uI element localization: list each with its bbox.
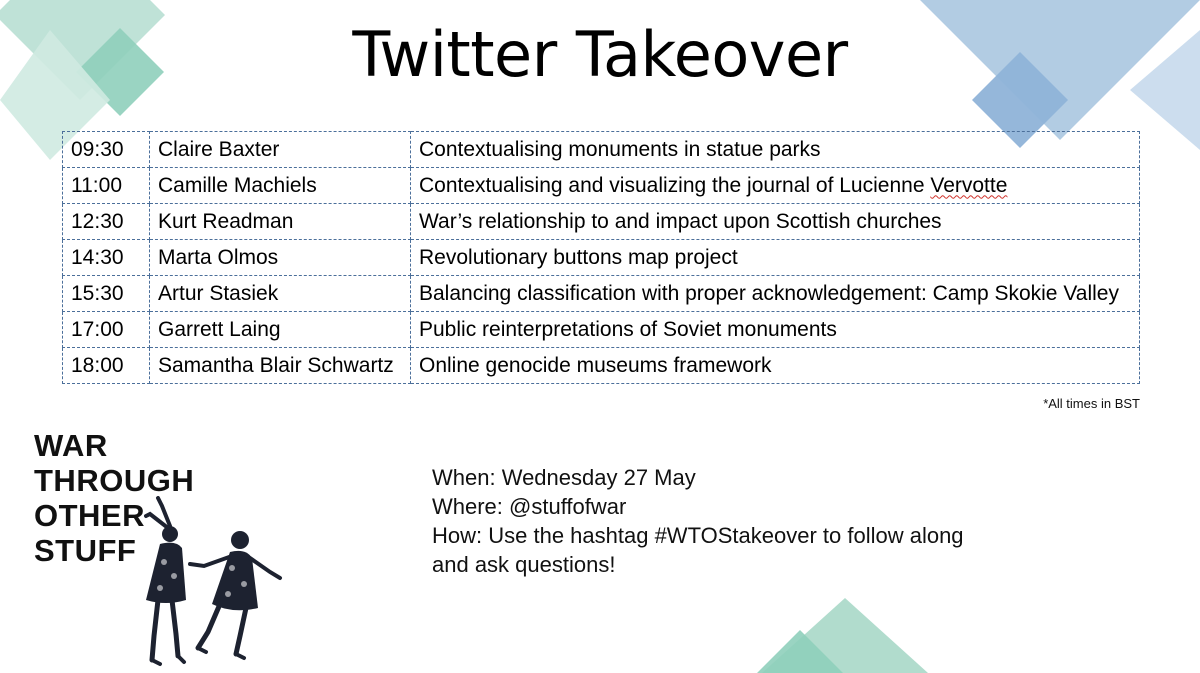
topic-text: Contextualising and visualizing the journal of Lucienne bbox=[419, 173, 931, 197]
spellcheck-flagged-word: Vervotte bbox=[930, 173, 1008, 197]
speaker-cell: Garrett Laing bbox=[150, 312, 411, 348]
time-cell: 14:30 bbox=[63, 240, 150, 276]
time-cell: 15:30 bbox=[63, 276, 150, 312]
logo-line: THROUGH bbox=[34, 463, 195, 498]
time-cell: 09:30 bbox=[63, 132, 150, 168]
schedule-row bbox=[63, 204, 1140, 240]
schedule-table bbox=[62, 131, 1140, 384]
time-cell: 12:30 bbox=[63, 204, 150, 240]
schedule-row bbox=[63, 168, 1140, 204]
schedule-row bbox=[63, 312, 1140, 348]
speaker-cell: Marta Olmos bbox=[150, 240, 411, 276]
time-cell: 18:00 bbox=[63, 348, 150, 384]
logo-line: WAR bbox=[34, 428, 108, 463]
schedule-row bbox=[63, 132, 1140, 168]
slide-title: Twitter Takeover bbox=[352, 18, 848, 91]
event-where: Where: @stuffofwar bbox=[432, 494, 627, 519]
event-how: How: Use the hashtag #WTOStakeover to follow along bbox=[432, 523, 964, 548]
dancing-figures-icon bbox=[120, 496, 290, 668]
topic-cell: Public reinterpretations of Soviet monuments bbox=[411, 312, 1140, 348]
topic-cell: Revolutionary buttons map project bbox=[411, 240, 1140, 276]
schedule-row bbox=[63, 240, 1140, 276]
logo-line: STUFF bbox=[34, 533, 137, 568]
schedule-row bbox=[63, 348, 1140, 384]
speaker-cell: Artur Stasiek bbox=[150, 276, 411, 312]
event-info bbox=[432, 463, 964, 579]
topic-cell: Balancing classification with proper acknowledgement: Camp Skokie Valley bbox=[411, 276, 1140, 312]
topic-cell bbox=[411, 168, 1140, 204]
event-how-continued: and ask questions! bbox=[432, 552, 616, 577]
topic-cell: Online genocide museums framework bbox=[411, 348, 1140, 384]
speaker-cell: Camille Machiels bbox=[150, 168, 411, 204]
logo-line: OTHER bbox=[34, 498, 145, 533]
topic-cell: War’s relationship to and impact upon Scottish churches bbox=[411, 204, 1140, 240]
speaker-cell: Claire Baxter bbox=[150, 132, 411, 168]
topic-cell: Contextualising monuments in statue parks bbox=[411, 132, 1140, 168]
schedule-row bbox=[63, 276, 1140, 312]
timezone-note: *All times in BST bbox=[1043, 396, 1140, 411]
time-cell: 11:00 bbox=[63, 168, 150, 204]
event-when: When: Wednesday 27 May bbox=[432, 465, 696, 490]
speaker-cell: Kurt Readman bbox=[150, 204, 411, 240]
time-cell: 17:00 bbox=[63, 312, 150, 348]
speaker-cell: Samantha Blair Schwartz bbox=[150, 348, 411, 384]
